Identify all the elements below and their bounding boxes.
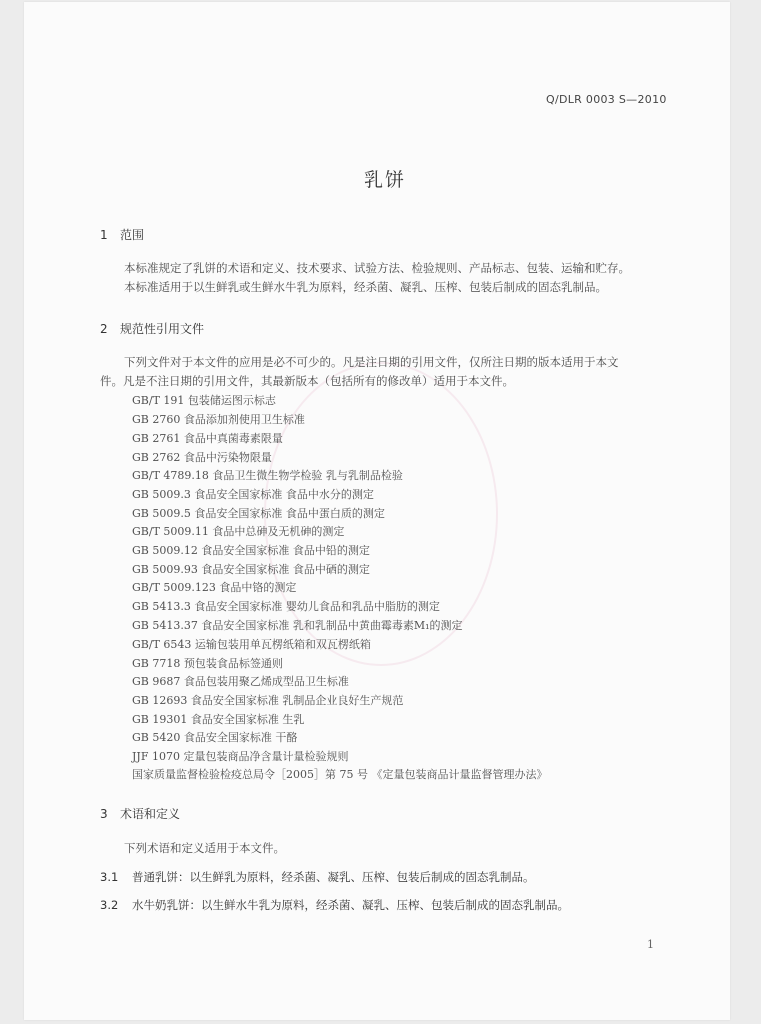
section-3-heading [100,805,180,822]
reference-item: GB 5413.3 食品安全国家标准 婴幼儿食品和乳品中脂肪的测定 [132,600,440,613]
term-number: 3.2 [100,898,119,912]
reference-item: GB 19301 食品安全国家标准 生乳 [132,713,305,726]
section-2-intro-line-1: 下列文件对于本文件的应用是必不可少的。凡是注日期的引用文件，仅所注日期的版本适用于本文 [124,355,619,369]
section-3-number: 3 [100,807,108,821]
reference-item: GB/T 191 包装储运图示标志 [132,394,276,407]
reference-item: GB 2760 食品添加剂使用卫生标准 [132,413,305,426]
reference-item: GB 5420 食品安全国家标准 干酪 [132,731,298,744]
reference-item: GB 9687 食品包装用聚乙烯成型品卫生标准 [132,675,349,688]
term-text: 普通乳饼：以生鲜乳为原料，经杀菌、凝乳、压榨、包装后制成的固态乳制品。 [132,870,535,884]
section-2-intro-line-2: 件。凡是不注日期的引用文件，其最新版本（包括所有的修改单）适用于本文件。 [100,374,514,388]
section-3-title: 术语和定义 [120,807,181,821]
document-page [24,2,730,1020]
section-1-number: 1 [100,228,108,242]
reference-item: GB/T 5009.123 食品中铬的测定 [132,581,297,594]
term-3-1 [100,869,535,885]
reference-item: GB 2761 食品中真菌毒素限量 [132,432,283,445]
reference-item: GB 5413.37 食品安全国家标准 乳和乳制品中黄曲霉毒素M₁的测定 [132,619,463,632]
reference-item: GB 12693 食品安全国家标准 乳制品企业良好生产规范 [132,694,404,707]
document-title: 乳饼 [364,169,407,191]
reference-item: GB 5009.12 食品安全国家标准 食品中铅的测定 [132,544,370,557]
section-1-heading [100,226,144,243]
reference-item: GB 5009.5 食品安全国家标准 食品中蛋白质的测定 [132,507,385,520]
section-2-heading [100,320,204,337]
reference-item: JJF 1070 定量包装商品净含量计量检验规则 [132,750,349,763]
section-2-title: 规范性引用文件 [120,322,205,336]
reference-item: GB/T 6543 运输包装用单瓦楞纸箱和双瓦楞纸箱 [132,638,371,651]
section-1-title: 范围 [120,228,145,242]
term-3-2 [100,897,569,913]
term-text: 水牛奶乳饼：以生鲜水牛乳为原料，经杀菌、凝乳、压榨、包装后制成的固态乳制品。 [132,898,569,912]
reference-item: GB 5009.3 食品安全国家标准 食品中水分的测定 [132,488,374,501]
reference-item: GB/T 5009.11 食品中总砷及无机砷的测定 [132,525,345,538]
reference-item: GB 7718 预包装食品标签通则 [132,657,283,670]
document-number: Q/DLR 0003 S—2010 [546,93,667,106]
reference-item: GB 5009.93 食品安全国家标准 食品中硒的测定 [132,563,370,576]
section-1-line-2: 本标准适用于以生鲜乳或生鲜水牛乳为原料，经杀菌、凝乳、压榨、包装后制成的固态乳制品。 [124,280,607,294]
section-3-intro: 下列术语和定义适用于本文件。 [124,841,285,855]
section-1-line-1: 本标准规定了乳饼的术语和定义、技术要求、试验方法、检验规则、产品标志、包装、运输和贮存。 [124,261,630,275]
page-number: 1 [647,938,654,951]
term-number: 3.1 [100,870,119,884]
reference-item: GB 2762 食品中污染物限量 [132,451,272,464]
section-2-number: 2 [100,322,108,336]
reference-item: GB/T 4789.18 食品卫生微生物学检验 乳与乳制品检验 [132,469,403,482]
reference-item: 国家质量监督检验检疫总局令［2005］第 75 号 《定量包装商品计量监督管理办法》 [132,768,548,781]
